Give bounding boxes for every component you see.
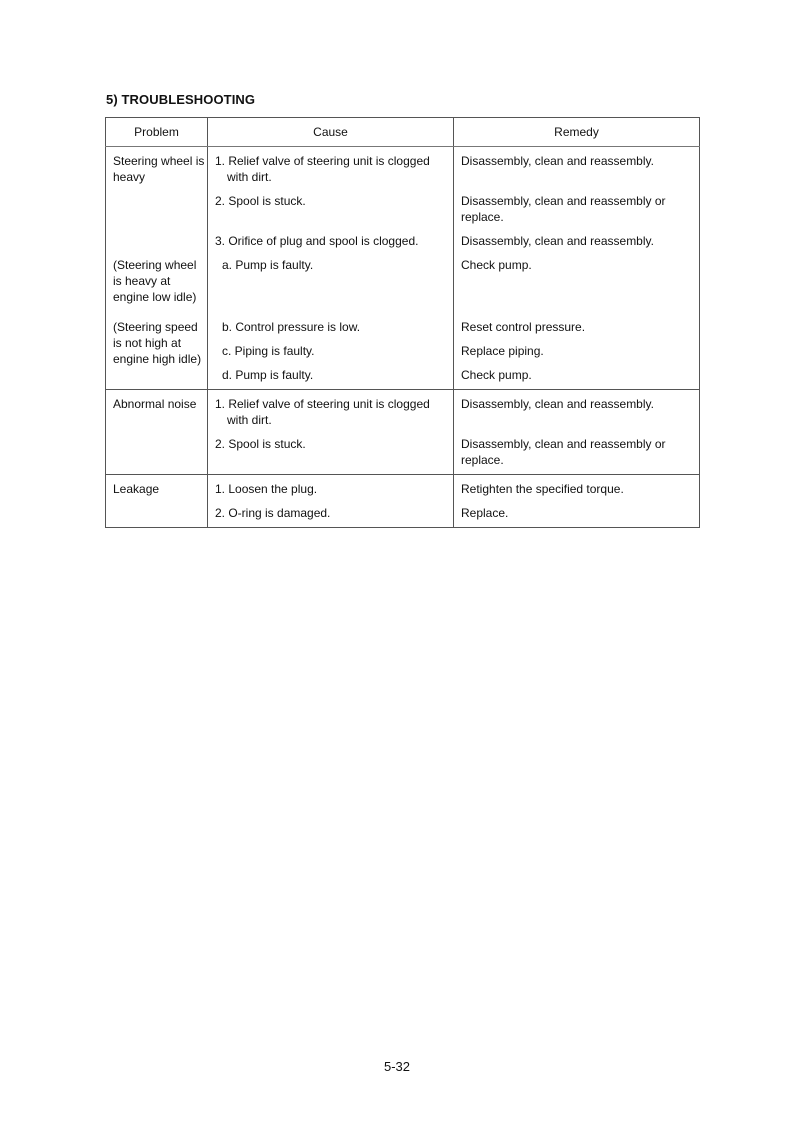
table-row: [106, 505, 700, 528]
remedy-cell: Disassembly, clean and reassembly.: [454, 233, 700, 257]
table-row: [106, 390, 700, 437]
remedy-column-header: Remedy: [454, 118, 700, 147]
cause-cell: 3. Orifice of plug and spool is clogged.: [208, 233, 454, 257]
cause-cell: d. Pump is faulty.: [208, 367, 454, 390]
problem-cell: Abnormal noise: [106, 390, 208, 437]
remedy-cell: Disassembly, clean and reassembly or replace.: [454, 193, 700, 233]
troubleshooting-table: [105, 117, 700, 528]
problem-cell: [106, 505, 208, 528]
remedy-cell: Check pump.: [454, 257, 700, 319]
table-row: [106, 319, 700, 343]
problem-cell: (Steering wheel is heavy at engine low idle): [106, 257, 208, 319]
problem-cell: [106, 233, 208, 257]
remedy-cell: Disassembly, clean and reassembly or replace.: [454, 436, 700, 475]
remedy-cell: Reset control pressure.: [454, 319, 700, 343]
problem-cell: (Steering speed is not high at engine high idle): [106, 319, 208, 390]
table-row: [106, 257, 700, 319]
section-heading: 5) TROUBLESHOOTING: [106, 92, 256, 107]
problem-cell: [106, 193, 208, 233]
problem-cell: [106, 436, 208, 475]
table-row: [106, 233, 700, 257]
problem-cell: Leakage: [106, 475, 208, 506]
cause-cell: 1. Loosen the plug.: [208, 475, 454, 506]
remedy-cell: Replace.: [454, 505, 700, 528]
cause-column-header: Cause: [208, 118, 454, 147]
remedy-cell: Disassembly, clean and reassembly.: [454, 390, 700, 437]
cause-cell: 2. Spool is stuck.: [208, 193, 454, 233]
cause-cell: 2. O-ring is damaged.: [208, 505, 454, 528]
remedy-cell: Check pump.: [454, 367, 700, 390]
cause-cell: a. Pump is faulty.: [208, 257, 454, 319]
remedy-cell: Disassembly, clean and reassembly.: [454, 147, 700, 194]
remedy-cell: Replace piping.: [454, 343, 700, 367]
table-row: [106, 475, 700, 506]
cause-cell: 1. Relief valve of steering unit is clogged with dirt.: [208, 147, 454, 194]
table-row: [106, 147, 700, 194]
remedy-cell: Retighten the specified torque.: [454, 475, 700, 506]
problem-cell: Steering wheel is heavy: [106, 147, 208, 194]
page-number: 5-32: [383, 1059, 411, 1074]
cause-cell: b. Control pressure is low.: [208, 319, 454, 343]
cause-cell: c. Piping is faulty.: [208, 343, 454, 367]
problem-column-header: Problem: [106, 118, 208, 147]
cause-cell: 1. Relief valve of steering unit is clogged with dirt.: [208, 390, 454, 437]
table-row: [106, 436, 700, 475]
cause-cell: 2. Spool is stuck.: [208, 436, 454, 475]
table-header-row: [106, 118, 700, 147]
table-row: [106, 193, 700, 233]
